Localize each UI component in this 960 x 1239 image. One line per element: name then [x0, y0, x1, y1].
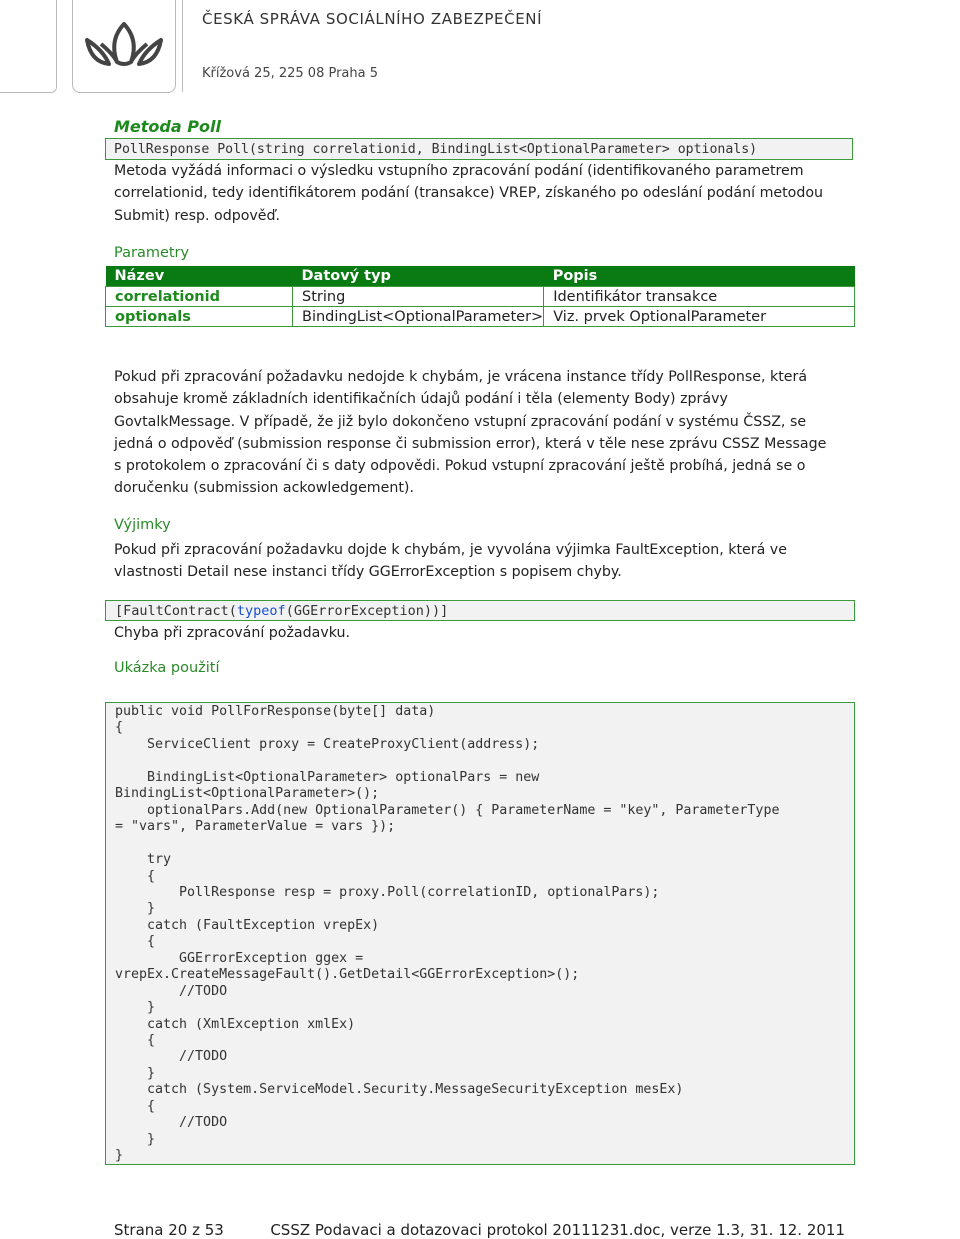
code-line: //TODO [115, 1115, 228, 1131]
logo [72, 0, 176, 93]
table-header-row [106, 266, 855, 287]
attribute-keyword: typeof [236, 603, 286, 619]
param-type: BindingList<OptionalParameter> [293, 307, 544, 327]
code-line: { [115, 934, 156, 950]
description-line: Submit) resp. odpověď. [114, 207, 281, 224]
param-name: optionals [106, 307, 293, 327]
header-divider [182, 0, 183, 92]
code-line: catch (System.ServiceModel.Security.MessageSecurityException mesEx) [115, 1082, 684, 1098]
attribute-prefix: [FaultContract( [115, 603, 237, 619]
code-line: { [115, 1098, 156, 1114]
method-description [114, 160, 823, 227]
code-line: { [115, 1033, 156, 1048]
code-line: = "vars", ParameterValue = vars }); [115, 819, 396, 835]
table-row [106, 307, 855, 327]
code-line: } [115, 1131, 156, 1147]
paragraph-line: Pokud při zpracování požadavku nedojde k chybám, je vrácena instance třídy PollResponse, která [114, 369, 808, 385]
column-header-name: Název [106, 266, 293, 287]
column-header-type: Datový typ [293, 266, 544, 287]
header-left-box [0, 0, 57, 93]
code-line: public void PollForResponse(byte[] data) [115, 704, 436, 719]
fault-contract-attribute [105, 600, 855, 621]
method-heading: Metoda Poll [114, 117, 221, 136]
tulip-logo-icon [73, 0, 175, 92]
table-row [106, 287, 855, 307]
exceptions-text [114, 539, 787, 584]
param-description: Identifikátor transakce [544, 287, 855, 307]
param-name: correlationid [106, 287, 293, 307]
code-line: } [115, 1000, 156, 1016]
code-line: vrepEx.CreateMessageFault().GetDetail<GGErrorException>(); [115, 967, 580, 983]
code-line: } [115, 901, 156, 917]
code-line: BindingList<OptionalParameter> optionalPars = new [115, 769, 540, 785]
paragraph-line: vlastnosti Detail nese instanci třídy GGErrorException s popisem chyby. [114, 564, 622, 581]
code-line: catch (FaultException vrepEx) [115, 917, 380, 933]
parameters-heading: Parametry [114, 245, 190, 261]
code-line: { [115, 868, 156, 884]
code-line: //TODO [115, 1049, 228, 1065]
code-line: optionalPars.Add(new OptionalParameter() { ParameterName = "key", ParameterType [115, 802, 780, 818]
code-line: { [115, 720, 124, 736]
code-line: GGErrorException ggex = [115, 950, 364, 966]
description-line: correlationid, tedy identifikátorem podání (transakce) VREP, získaného po odeslání podání metodou [114, 185, 824, 202]
footer-page-number: Strana 20 z 53 [114, 1221, 224, 1239]
param-description: Viz. prvek OptionalParameter [544, 307, 855, 327]
paragraph-line: obsahuje kromě základních identifikačních údajů podání i těla (elementy Body) zprávy [114, 391, 728, 408]
description-line: Metoda vyžádá informaci o výsledku vstupního zpracování podání (identifikovaného parametrem [114, 163, 804, 179]
example-heading: Ukázka použití [114, 660, 220, 676]
parameters-table [105, 266, 855, 327]
method-signature: PollResponse Poll(string correlationid, BindingList<OptionalParameter> optionals) [105, 138, 853, 160]
organization-name: ČESKÁ SPRÁVA SOCIÁLNÍHO ZABEZPEČENÍ [202, 10, 543, 28]
paragraph-line: GovtalkMessage. V případě, že již bylo dokončeno vstupní zpracování podání v systému ČSSZ, se [114, 413, 807, 430]
code-line: //TODO [115, 983, 228, 999]
code-example [105, 702, 855, 1165]
param-type: String [293, 287, 544, 307]
result-paragraph [114, 366, 826, 500]
code-line: try [115, 852, 172, 868]
paragraph-line: jedná o odpověď (submission response či submission error), která v těle nese zprávu CSSZ Message [114, 435, 827, 452]
attribute-caption: Chyba při zpracování požadavku. [114, 625, 350, 641]
attribute-suffix: (GGErrorException))] [285, 603, 449, 619]
code-line: BindingList<OptionalParameter>(); [115, 786, 380, 802]
code-line: catch (XmlException xmlEx) [115, 1016, 356, 1032]
exceptions-heading: Výjimky [114, 517, 171, 533]
paragraph-line: doručenku (submission ackowledgement). [114, 480, 414, 497]
code-line: ServiceClient proxy = CreateProxyClient(address); [115, 736, 540, 752]
code-line: } [115, 1065, 156, 1081]
code-line: PollResponse resp = proxy.Poll(correlationID, optionalPars); [115, 884, 660, 900]
column-header-description: Popis [544, 266, 855, 287]
code-line: } [115, 1148, 124, 1164]
footer-document-info: CSSZ Podavaci a dotazovaci protokol 20111231.doc, verze 1.3, 31. 12. 2011 [270, 1221, 845, 1239]
paragraph-line: Pokud při zpracování požadavku dojde k chybám, je vyvolána výjimka FaultException, která ve [114, 542, 787, 558]
organization-address: Křížová 25, 225 08 Praha 5 [202, 66, 379, 81]
paragraph-line: s protokolem o zpracování či s daty odpovědi. Pokud vstupní zpracování ještě probíhá, jedná se o [114, 458, 806, 475]
